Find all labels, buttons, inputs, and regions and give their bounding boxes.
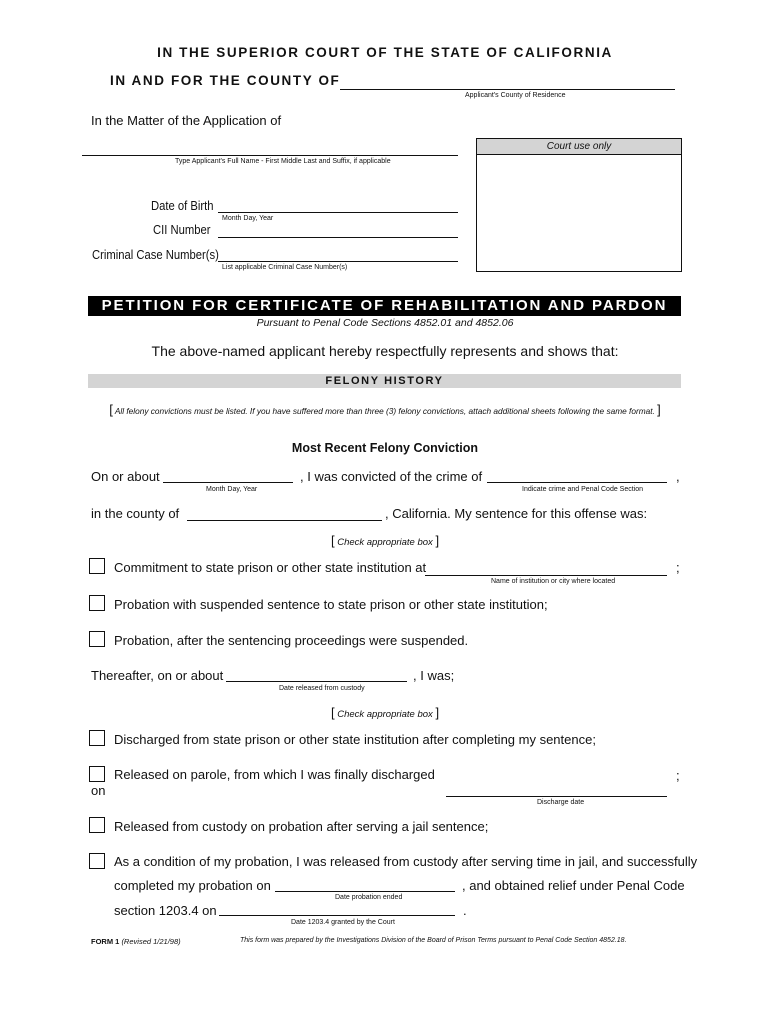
1203-granted-hint: Date 1203.4 granted by the Court <box>291 919 395 926</box>
sentence-option-probation-label: Probation, after the sentencing proceedings were suspended. <box>114 633 469 648</box>
conviction-county-field[interactable] <box>187 520 382 521</box>
dob-label: Date of Birth <box>151 199 214 213</box>
cii-label: CII Number <box>153 223 211 237</box>
check-box-note-2-text: Check appropriate box <box>337 709 433 720</box>
court-use-label: Court use only <box>477 139 681 155</box>
probation-ended-field[interactable] <box>275 891 455 892</box>
cii-field[interactable] <box>218 237 458 238</box>
matter-label: In the Matter of the Application of <box>91 113 282 128</box>
1203-granted-field[interactable] <box>219 915 455 916</box>
crime-field[interactable] <box>487 482 667 483</box>
release-option-1203-checkbox[interactable] <box>89 853 105 869</box>
discharge-date-hint: Discharge date <box>537 799 585 806</box>
release-date-hint: Date released from custody <box>279 685 365 692</box>
petition-subtitle: Pursuant to Penal Code Sections 4852.01 and 4852.06 <box>256 317 514 329</box>
court-title: IN THE SUPERIOR COURT OF THE STATE OF CALIFORNIA <box>157 45 613 60</box>
county-label: IN AND FOR THE COUNTY OF <box>110 73 341 88</box>
case-number-field[interactable] <box>218 261 458 262</box>
discharge-date-field[interactable] <box>446 796 667 797</box>
county-hint: Applicant's County of Residence <box>465 92 566 99</box>
institution-field[interactable] <box>425 575 667 576</box>
sentence-option-prison-checkbox[interactable] <box>89 558 105 574</box>
case-number-hint: List applicable Criminal Case Number(s) <box>222 264 348 271</box>
crime-hint: Indicate crime and Penal Code Section <box>522 486 644 493</box>
i-was-text: , I was; <box>413 668 455 683</box>
release-option-1203-label: As a condition of my probation, I was released from custody after serving time in jail, and successfully <box>114 854 698 869</box>
section-1203-label: section 1203.4 on <box>114 903 217 918</box>
crime-comma: , <box>676 469 680 484</box>
form-number: FORM 1 <box>91 937 120 946</box>
convicted-text: , I was convicted of the crime of <box>300 469 483 484</box>
check-box-note-1-text: Check appropriate box <box>337 537 433 548</box>
release-option-jail-checkbox[interactable] <box>89 817 105 833</box>
period-text: . <box>463 903 467 918</box>
sentence-option-probation-checkbox[interactable] <box>89 631 105 647</box>
dob-field[interactable] <box>218 212 458 213</box>
option1-semicolon: ; <box>676 560 680 575</box>
petition-title: PETITION FOR CERTIFICATE OF REHABILITATION AND PARDON <box>88 296 681 316</box>
sentence-text: , California. My sentence for this offense was: <box>385 506 648 521</box>
release-option-discharged-checkbox[interactable] <box>89 730 105 746</box>
county-of-label: in the county of <box>91 506 180 521</box>
conviction-date-field[interactable] <box>163 482 293 483</box>
release-option-jail-label: Released from custody on probation after serving a jail sentence; <box>114 819 489 834</box>
parole-on-label: on <box>91 783 106 798</box>
footer-prepared-note: This form was prepared by the Investigations Division of the Board of Prison Terms pursuant to Penal Code Section 4852.18. <box>240 937 627 944</box>
relief-text: , and obtained relief under Penal Code <box>462 878 685 893</box>
check-box-note-1: [ Check appropriate box ] <box>330 533 440 548</box>
petition-intro: The above-named applicant hereby respectfully represents and shows that: <box>151 343 619 359</box>
footer-form <box>91 937 181 946</box>
sentence-option-suspended-label: Probation with suspended sentence to state prison or other state institution; <box>114 597 548 612</box>
county-field[interactable] <box>340 89 675 90</box>
form-revised: (Revised 1/21/98) <box>121 937 181 946</box>
release-option-parole-label: Released on parole, from which I was finally discharged <box>114 767 435 782</box>
completed-probation-label: completed my probation on <box>114 878 271 893</box>
felony-note-text: All felony convictions must be listed. If you have suffered more than three (3) felony convictions, attach additional sheets following the same format. <box>114 406 655 416</box>
sentence-option-prison-label: Commitment to state prison or other state institution at <box>114 560 427 575</box>
conviction-date-hint: Month Day, Year <box>206 486 258 493</box>
check-box-note-2: [ Check appropriate box ] <box>330 705 440 720</box>
release-option-parole-checkbox[interactable] <box>89 766 105 782</box>
thereafter-label: Thereafter, on or about <box>91 668 224 683</box>
most-recent-heading: Most Recent Felony Conviction <box>291 441 479 455</box>
felony-note: [ All felony convictions must be listed. If you have suffered more than three (3) felony convictions, attach additional sheets following the same format. ] <box>109 402 661 417</box>
court-use-box <box>476 138 682 272</box>
case-number-label: Criminal Case Number(s) <box>92 248 219 262</box>
applicant-name-hint: Type Applicant's Full Name - First Middle Last and Suffix, if applicable <box>175 158 391 165</box>
sentence-option-suspended-checkbox[interactable] <box>89 595 105 611</box>
applicant-name-field[interactable] <box>82 155 458 156</box>
release-date-field[interactable] <box>226 681 407 682</box>
institution-hint: Name of institution or city where located <box>491 578 616 585</box>
felony-history-header: FELONY HISTORY <box>88 374 681 388</box>
on-or-about-label: On or about <box>91 469 160 484</box>
probation-ended-hint: Date probation ended <box>335 894 403 901</box>
dob-hint: Month Day, Year <box>222 215 274 222</box>
parole-semicolon: ; <box>676 768 680 783</box>
release-option-discharged-label: Discharged from state prison or other state institution after completing my sentence; <box>114 732 596 747</box>
